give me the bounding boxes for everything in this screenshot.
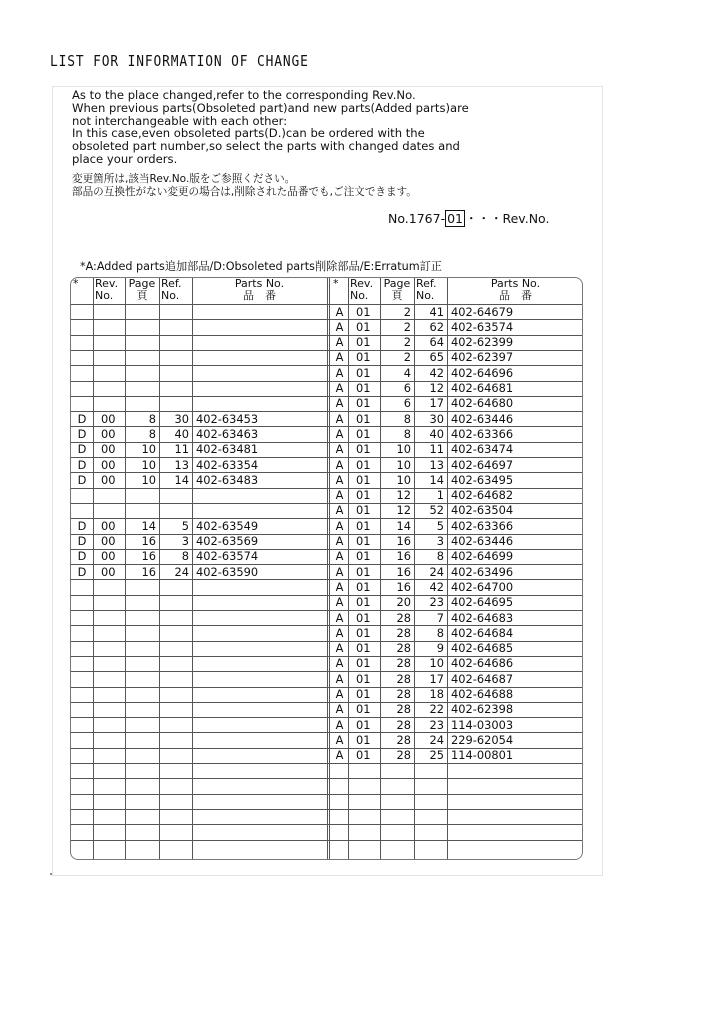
row-divider <box>71 794 582 795</box>
left-header-parts-text: 品 番 <box>243 289 276 302</box>
right-type-cell: A <box>335 411 344 426</box>
right-ref-cell: 8 <box>436 625 444 640</box>
right-rev-cell: 01 <box>356 579 371 594</box>
instruction-line: When previous parts(Obsoleted part)and new parts(Added parts)are <box>72 100 469 115</box>
right-part-number-cell: 402-64685 <box>451 641 514 656</box>
right-rev-cell: 01 <box>356 549 371 564</box>
right-type-cell: A <box>335 748 344 763</box>
left-ref-cell: 13 <box>174 457 189 472</box>
right-type-cell: A <box>335 319 344 334</box>
row-divider <box>71 824 582 825</box>
right-type-cell: A <box>335 687 344 701</box>
right-ref-cell: 24 <box>429 564 444 579</box>
right-rev-cell: 01 <box>356 442 371 457</box>
right-ref-cell: 42 <box>429 579 444 594</box>
left-part-number-cell: 402-63483 <box>196 472 259 487</box>
right-ref-cell: 12 <box>429 381 444 395</box>
right-header-rev-text: No. <box>350 289 369 302</box>
right-page-cell: 12 <box>396 488 411 503</box>
right-part-number-cell: 402-63366 <box>451 426 514 441</box>
right-type-cell: A <box>335 717 344 732</box>
left-page-cell: 16 <box>141 534 156 548</box>
right-part-number-cell: 402-63446 <box>451 411 514 426</box>
right-part-number-cell: 402-64696 <box>451 365 514 380</box>
right-part-number-cell: 402-64679 <box>451 304 514 319</box>
right-ref-cell: 17 <box>429 396 444 411</box>
right-type-cell: A <box>335 304 344 319</box>
left-rev-cell: 00 <box>101 457 116 472</box>
right-page-cell: 2 <box>403 304 411 319</box>
right-type-cell: A <box>335 595 344 610</box>
left-header-page <box>125 278 159 304</box>
right-ref-cell: 40 <box>429 426 444 441</box>
right-type-cell: A <box>335 579 344 594</box>
right-type-cell: A <box>335 457 344 472</box>
right-part-number-cell: 402-63495 <box>451 472 514 487</box>
right-header-page-text: 頁 <box>391 289 403 302</box>
right-page-cell: 8 <box>403 411 411 426</box>
left-page-cell: 16 <box>141 564 156 579</box>
right-type-cell: A <box>335 702 344 717</box>
right-rev-cell: 01 <box>356 625 371 640</box>
left-type-cell: D <box>77 534 87 548</box>
right-rev-cell: 01 <box>356 381 371 395</box>
right-rev-cell: 01 <box>356 748 371 763</box>
left-header-ref <box>159 278 192 304</box>
right-type-cell: A <box>335 503 344 518</box>
left-ref-cell: 40 <box>174 426 189 441</box>
left-header-type <box>71 278 93 304</box>
right-ref-cell: 23 <box>429 595 444 610</box>
right-rev-cell: 01 <box>356 717 371 732</box>
left-header-rev-text: No. <box>95 289 114 302</box>
left-page-cell: 14 <box>141 518 156 533</box>
right-page-cell: 28 <box>396 687 411 701</box>
left-ref-cell: 5 <box>181 518 189 533</box>
document-number-prefix: No.1767- <box>388 211 446 226</box>
left-rev-cell: 00 <box>101 411 116 426</box>
right-ref-cell: 30 <box>429 411 444 426</box>
right-part-number-cell: 402-64680 <box>451 396 514 411</box>
revision-number-box: 01 <box>447 211 463 226</box>
right-page-cell: 10 <box>396 472 411 487</box>
left-type-cell: D <box>77 442 87 457</box>
right-rev-cell: 01 <box>356 687 371 701</box>
right-page-cell: 28 <box>396 717 411 732</box>
right-page-cell: 2 <box>403 350 411 365</box>
left-ref-cell: 30 <box>174 411 189 426</box>
right-page-cell: 2 <box>403 319 411 334</box>
right-rev-cell: 01 <box>356 656 371 671</box>
right-rev-cell: 01 <box>356 702 371 717</box>
right-ref-cell: 25 <box>429 748 444 763</box>
right-ref-cell: 23 <box>429 717 444 732</box>
right-rev-cell: 01 <box>356 396 371 411</box>
right-page-cell: 8 <box>403 426 411 441</box>
left-rev-cell: 00 <box>101 534 116 548</box>
right-ref-cell: 5 <box>436 518 444 533</box>
right-type-cell: A <box>335 518 344 533</box>
right-page-cell: 16 <box>396 549 411 564</box>
right-rev-cell: 01 <box>356 610 371 625</box>
right-rev-cell: 01 <box>356 472 371 487</box>
row-divider <box>71 778 582 779</box>
right-page-cell: 12 <box>396 503 411 518</box>
left-type-cell: D <box>77 549 87 564</box>
right-part-number-cell: 402-63366 <box>451 518 514 533</box>
left-part-number-cell: 402-63569 <box>196 534 259 548</box>
right-page-cell: 28 <box>396 748 411 763</box>
right-rev-cell: 01 <box>356 335 371 350</box>
change-table <box>70 277 583 860</box>
right-part-number-cell: 402-64697 <box>451 457 514 472</box>
row-divider <box>71 840 582 841</box>
right-page-cell: 28 <box>396 732 411 747</box>
left-part-number-cell: 402-63590 <box>196 564 259 579</box>
right-part-number-cell: 402-64682 <box>451 488 514 503</box>
right-type-cell: A <box>335 488 344 503</box>
right-part-number-cell: 402-63496 <box>451 564 514 579</box>
instruction-line-jp: 変更箇所は,該当Rev.No.版をご参照ください。 <box>72 172 296 185</box>
instruction-line: In this case,even obsoleted parts(D.)can be ordered with the <box>72 126 425 141</box>
left-page-cell: 10 <box>141 442 156 457</box>
right-part-number-cell: 402-63574 <box>451 319 514 334</box>
right-part-number-cell: 402-64684 <box>451 625 514 640</box>
right-rev-cell: 01 <box>356 503 371 518</box>
right-header-rev-text: Rev. <box>350 277 374 290</box>
left-header-parts-text: Parts No. <box>234 277 285 290</box>
right-part-number-cell: 402-64683 <box>451 610 514 625</box>
right-header-type <box>331 278 348 304</box>
right-type-cell: A <box>335 564 344 579</box>
right-page-cell: 28 <box>396 610 411 625</box>
right-rev-cell: 01 <box>356 304 371 319</box>
left-header-page-text: Page <box>128 277 156 290</box>
right-header-page-text: Page <box>383 277 411 290</box>
left-part-number-cell: 402-63453 <box>196 411 259 426</box>
right-part-number-cell: 229-62054 <box>451 732 514 747</box>
right-page-cell: 28 <box>396 625 411 640</box>
right-part-number-cell: 402-64688 <box>451 687 514 701</box>
right-ref-cell: 65 <box>429 350 444 365</box>
left-part-number-cell: 402-63354 <box>196 457 259 472</box>
right-rev-cell: 01 <box>356 426 371 441</box>
left-header-type-text: * <box>73 277 79 290</box>
right-page-cell: 6 <box>403 396 411 411</box>
left-rev-cell: 00 <box>101 564 116 579</box>
right-ref-cell: 18 <box>429 687 444 701</box>
instruction-line: obsoleted part number,so select the parts with changed dates and <box>72 139 460 154</box>
right-ref-cell: 62 <box>429 319 444 334</box>
left-part-number-cell: 402-63549 <box>196 518 259 533</box>
right-type-cell: A <box>335 350 344 365</box>
page-title: LIST FOR INFORMATION OF CHANGE <box>50 52 309 70</box>
left-header-ref-text: Ref. <box>161 277 182 290</box>
right-rev-cell: 01 <box>356 564 371 579</box>
instruction-line: not interchangeable with each other: <box>72 113 288 128</box>
right-ref-cell: 10 <box>429 656 444 671</box>
right-rev-cell: 01 <box>356 350 371 365</box>
right-header-parts <box>447 278 583 304</box>
instructions <box>72 89 592 198</box>
left-header-rev <box>93 278 125 304</box>
right-page-cell: 16 <box>396 579 411 594</box>
right-page-cell: 10 <box>396 442 411 457</box>
right-ref-cell: 7 <box>436 610 444 625</box>
instruction-line-jp: 部品の互換性がない変更の場合は,削除された品番でも,ご注文できます。 <box>72 185 417 198</box>
page-mark <box>50 873 52 875</box>
right-part-number-cell: 402-64681 <box>451 381 514 395</box>
right-header-ref-text: Ref. <box>416 277 437 290</box>
left-type-cell: D <box>77 411 87 426</box>
instruction-line: place your orders. <box>72 151 178 166</box>
right-part-number-cell: 114-03003 <box>451 717 514 732</box>
left-ref-cell: 24 <box>174 564 189 579</box>
left-rev-cell: 00 <box>101 442 116 457</box>
instruction-line: As to the place changed,refer to the corresponding Rev.No. <box>72 88 416 102</box>
right-part-number-cell: 402-62398 <box>451 702 514 717</box>
right-part-number-cell: 402-62399 <box>451 335 514 350</box>
right-header-type-text: * <box>333 277 339 290</box>
right-rev-cell: 01 <box>356 319 371 334</box>
right-rev-cell: 01 <box>356 671 371 686</box>
row-divider <box>71 809 582 810</box>
right-ref-cell: 3 <box>436 534 444 548</box>
right-type-cell: A <box>335 426 344 441</box>
legend: *A:Added parts追加部品/D:Obsoleted parts削除部品/E:Erratum訂正 <box>80 260 442 273</box>
right-ref-cell: 52 <box>429 503 444 518</box>
left-type-cell: D <box>77 472 87 487</box>
right-part-number-cell: 402-63446 <box>451 534 514 548</box>
right-header-ref <box>414 278 447 304</box>
right-page-cell: 28 <box>396 641 411 656</box>
right-part-number-cell: 402-62397 <box>451 350 514 365</box>
right-header-parts-text: Parts No. <box>490 277 541 290</box>
right-rev-cell: 01 <box>356 457 371 472</box>
right-page-cell: 28 <box>396 671 411 686</box>
right-part-number-cell: 402-64695 <box>451 595 514 610</box>
left-part-number-cell: 402-63481 <box>196 442 259 457</box>
right-type-cell: A <box>335 442 344 457</box>
right-type-cell: A <box>335 335 344 350</box>
right-header-page <box>380 278 414 304</box>
right-page-cell: 28 <box>396 656 411 671</box>
right-ref-cell: 17 <box>429 671 444 686</box>
right-ref-cell: 1 <box>436 488 444 503</box>
right-page-cell: 20 <box>396 595 411 610</box>
left-ref-cell: 11 <box>174 442 189 457</box>
right-ref-cell: 8 <box>436 549 444 564</box>
right-ref-cell: 42 <box>429 365 444 380</box>
left-part-number-cell: 402-63463 <box>196 426 259 441</box>
right-part-number-cell: 114-00801 <box>451 748 514 763</box>
right-rev-cell: 01 <box>356 411 371 426</box>
right-ref-cell: 14 <box>429 472 444 487</box>
left-rev-cell: 00 <box>101 426 116 441</box>
left-type-cell: D <box>77 426 87 441</box>
left-page-cell: 8 <box>148 411 156 426</box>
right-ref-cell: 64 <box>429 335 444 350</box>
right-page-cell: 6 <box>403 381 411 395</box>
right-part-number-cell: 402-64686 <box>451 656 514 671</box>
right-rev-cell: 01 <box>356 534 371 548</box>
right-type-cell: A <box>335 549 344 564</box>
right-part-number-cell: 402-63474 <box>451 442 514 457</box>
left-ref-cell: 8 <box>181 549 189 564</box>
right-type-cell: A <box>335 671 344 686</box>
left-rev-cell: 00 <box>101 472 116 487</box>
left-type-cell: D <box>77 457 87 472</box>
right-rev-cell: 01 <box>356 365 371 380</box>
right-type-cell: A <box>335 381 344 395</box>
right-header-rev <box>348 278 380 304</box>
left-type-cell: D <box>77 518 87 533</box>
left-page-cell: 10 <box>141 457 156 472</box>
right-type-cell: A <box>335 365 344 380</box>
right-rev-cell: 01 <box>356 732 371 747</box>
right-ref-cell: 11 <box>429 442 444 457</box>
right-type-cell: A <box>335 396 344 411</box>
left-header-page-text: 頁 <box>136 289 148 302</box>
left-ref-cell: 3 <box>181 534 189 548</box>
right-part-number-cell: 402-64699 <box>451 549 514 564</box>
left-header-parts <box>192 278 327 304</box>
right-page-cell: 28 <box>396 702 411 717</box>
right-part-number-cell: 402-64687 <box>451 671 514 686</box>
right-type-cell: A <box>335 472 344 487</box>
left-header-rev-text: Rev. <box>95 277 119 290</box>
right-header-ref-text: No. <box>416 289 435 302</box>
right-ref-cell: 24 <box>429 732 444 747</box>
right-rev-cell: 01 <box>356 518 371 533</box>
right-type-cell: A <box>335 656 344 671</box>
right-page-cell: 4 <box>403 365 411 380</box>
right-ref-cell: 13 <box>429 457 444 472</box>
right-page-cell: 2 <box>403 335 411 350</box>
left-page-cell: 16 <box>141 549 156 564</box>
right-page-cell: 10 <box>396 457 411 472</box>
left-ref-cell: 14 <box>174 472 189 487</box>
right-type-cell: A <box>335 641 344 656</box>
right-part-number-cell: 402-64700 <box>451 579 514 594</box>
right-page-cell: 16 <box>396 534 411 548</box>
right-header-parts-text: 品 番 <box>499 289 532 302</box>
left-type-cell: D <box>77 564 87 579</box>
left-part-number-cell: 402-63574 <box>196 549 259 564</box>
right-part-number-cell: 402-63504 <box>451 503 514 518</box>
right-type-cell: A <box>335 625 344 640</box>
right-type-cell: A <box>335 534 344 548</box>
right-type-cell: A <box>335 610 344 625</box>
right-type-cell: A <box>335 732 344 747</box>
right-page-cell: 16 <box>396 564 411 579</box>
left-header-ref-text: No. <box>161 289 180 302</box>
document-number <box>388 209 549 227</box>
left-rev-cell: 00 <box>101 518 116 533</box>
right-rev-cell: 01 <box>356 488 371 503</box>
right-ref-cell: 22 <box>429 702 444 717</box>
left-page-cell: 8 <box>148 426 156 441</box>
left-page-cell: 10 <box>141 472 156 487</box>
right-page-cell: 14 <box>396 518 411 533</box>
left-rev-cell: 00 <box>101 549 116 564</box>
right-rev-cell: 01 <box>356 641 371 656</box>
document-number-suffix: ・・・Rev.No. <box>464 211 550 226</box>
right-rev-cell: 01 <box>356 595 371 610</box>
right-ref-cell: 9 <box>436 641 444 656</box>
right-ref-cell: 41 <box>429 304 444 319</box>
